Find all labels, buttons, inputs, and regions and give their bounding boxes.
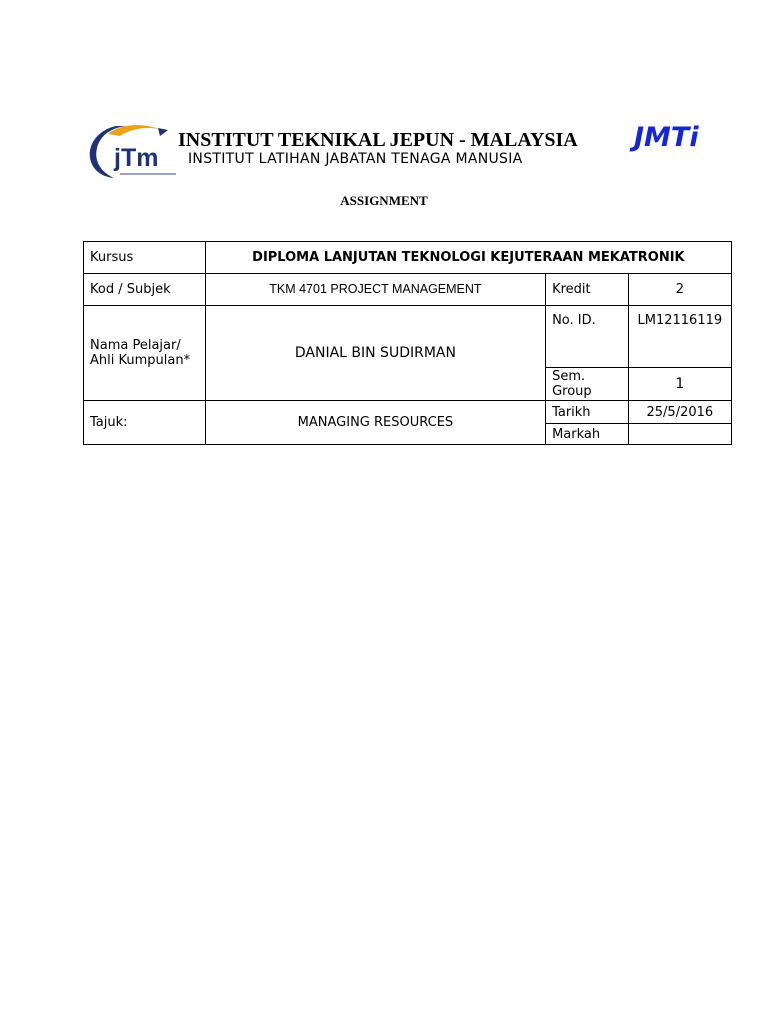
nama-value: DANIAL BIN SUDIRMAN bbox=[205, 306, 545, 401]
row-tarikh bbox=[84, 401, 732, 424]
row-noid bbox=[84, 306, 732, 368]
noid-label: No. ID. bbox=[546, 306, 629, 368]
institute-subtitle: INSTITUT LATIHAN JABATAN TENAGA MANUSIA bbox=[188, 151, 523, 167]
brand-mark: JMTi bbox=[634, 122, 699, 153]
kredit-label: Kredit bbox=[546, 274, 629, 306]
tajuk-value: MANAGING RESOURCES bbox=[205, 401, 545, 445]
kursus-value: DIPLOMA LANJUTAN TEKNOLOGI KEJUTERAAN MEKATRONIK bbox=[205, 242, 731, 274]
sem-value: 1 bbox=[628, 368, 731, 401]
jtm-logo bbox=[86, 120, 192, 182]
document-title: ASSIGNMENT bbox=[340, 193, 428, 208]
row-kursus bbox=[84, 242, 732, 274]
markah-value bbox=[628, 424, 731, 445]
sem-label-line2: Group bbox=[552, 384, 592, 399]
row-kod bbox=[84, 274, 732, 306]
markah-label: Markah bbox=[546, 424, 629, 445]
tarikh-label: Tarikh bbox=[546, 401, 629, 424]
sem-label bbox=[546, 368, 629, 401]
kod-value: TKM 4701 PROJECT MANAGEMENT bbox=[205, 274, 545, 306]
sem-label-line1: Sem. bbox=[552, 369, 586, 384]
logo-text: jTm bbox=[114, 144, 159, 172]
nama-label-line1: Nama Pelajar/ bbox=[90, 338, 181, 353]
tajuk-label: Tajuk: bbox=[84, 401, 206, 445]
kursus-label: Kursus bbox=[84, 242, 206, 274]
kredit-value: 2 bbox=[628, 274, 731, 306]
kod-label: Kod / Subjek bbox=[84, 274, 206, 306]
tarikh-value: 25/5/2016 bbox=[628, 401, 731, 424]
noid-value: LM12116119 bbox=[628, 306, 731, 368]
nama-label bbox=[84, 306, 206, 401]
assignment-info-table bbox=[83, 241, 732, 445]
nama-label-line2: Ahli Kumpulan* bbox=[90, 353, 191, 368]
institute-name: INSTITUT TEKNIKAL JEPUN - MALAYSIA bbox=[178, 129, 578, 151]
